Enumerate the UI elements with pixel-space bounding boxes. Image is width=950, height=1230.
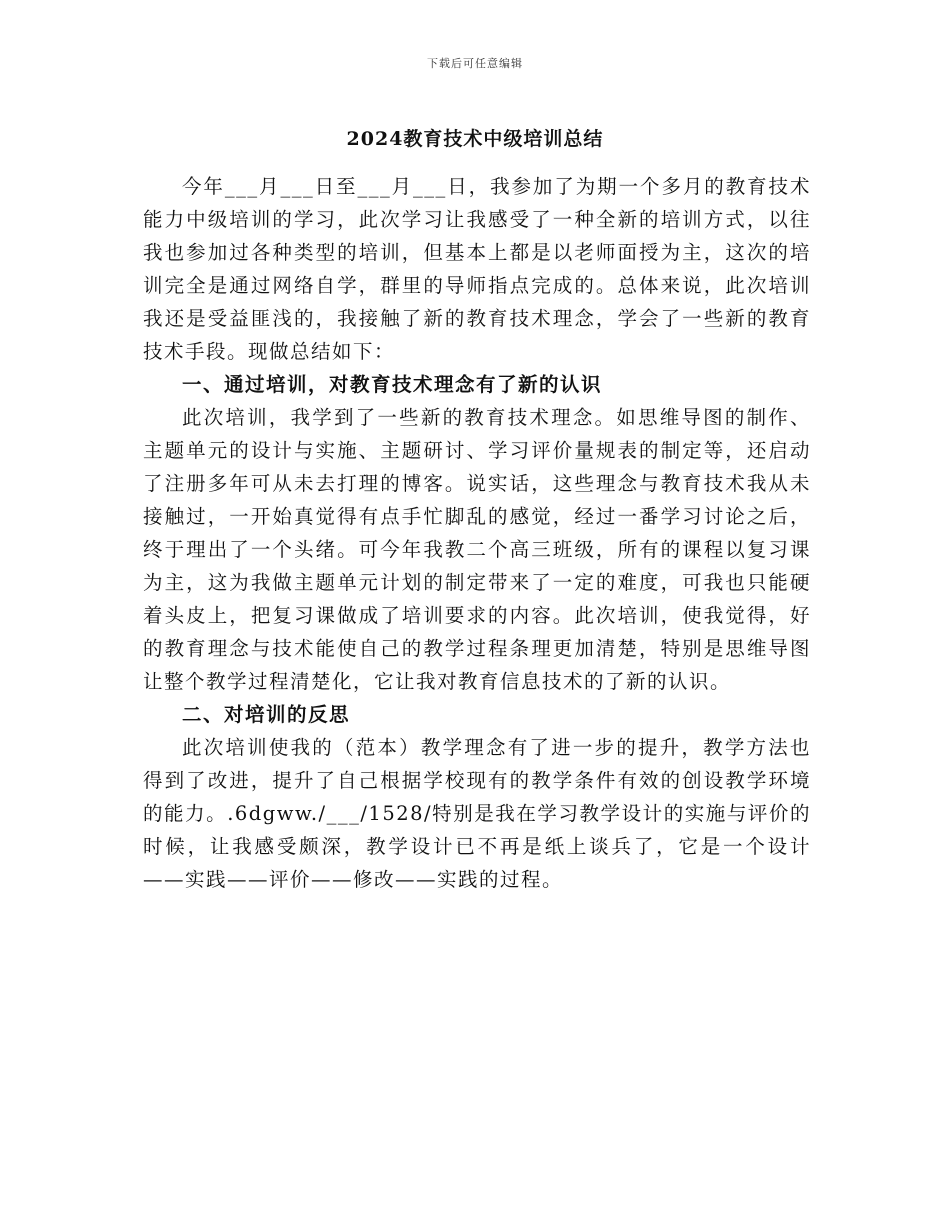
section-heading-2: 二、对培训的反思: [182, 703, 351, 726]
intro-paragraph: 今年___月___日至___月___日，我参加了为期一个多月的教育技术能力中级培训的学习，此次学习让我感受了一种全新的培训方式，以往我也参加过各种类型的培训，但基本上都是以老师面授为主，这次的培训完全是通过网络自学，群里的导师指点完成的。总体来说，此次培训我还是受益匪浅的，我接触了新的教育技术理念，学会了一些新的教育技术手段。现做总结如下：: [143, 175, 811, 363]
section-2-paragraph: 此次培训使我的（范本）教学理念有了进一步的提升，教学方法也得到了改进，提升了自己根据学校现有的教学条件有效的创设教学环境的能力。.6dgww./___/1528/特别是我在学习教学设计的实施与评价的时候，让我感受颇深，教学设计已不再是纸上谈兵了，它是一个设计——实践——评价——修改——实践的过程。: [143, 736, 811, 891]
section-heading-1: 一、通过培训，对教育技术理念有了新的认识: [182, 373, 603, 396]
document-body: [143, 170, 811, 896]
document-title: 2024教育技术中级培训总结: [346, 128, 604, 150]
section-1-paragraph: 此次培训，我学到了一些新的教育技术理念。如思维导图的制作、主题单元的设计与实施、主题研讨、学习评价量规表的制定等，还启动了注册多年可从未去打理的博客。说实话，这些理念与教育技术我从未接触过，一开始真觉得有点手忙脚乱的感觉，经过一番学习讨论之后，终于理出了一个头绪。可今年我教二个高三班级，所有的课程以复习课为主，这为我做主题单元计划的制定带来了一定的难度，可我也只能硬着头皮上，把复习课做成了培训要求的内容。此次培训，使我觉得，好的教育理念与技术能使自己的教学过程条理更加清楚，特别是思维导图让整个教学过程清楚化，它让我对教育信息技术的了新的认识。: [143, 406, 811, 693]
page-header-note: 下载后可任意编辑: [427, 57, 523, 70]
